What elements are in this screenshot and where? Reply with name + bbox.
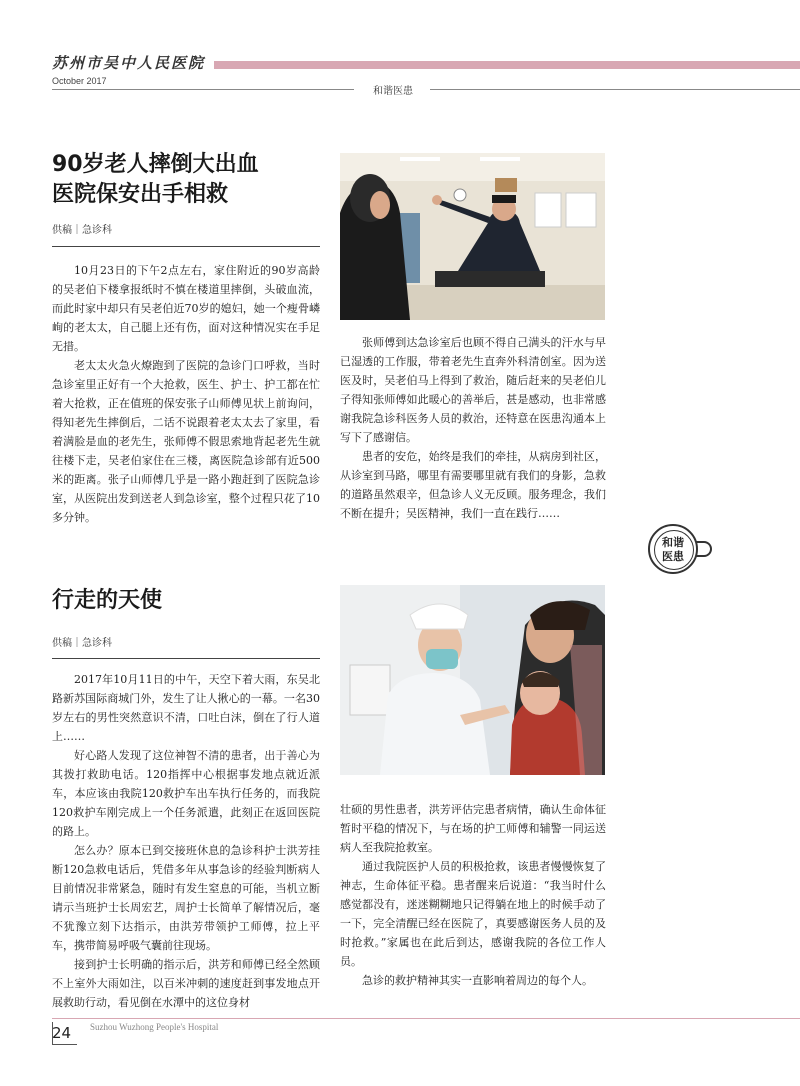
- article1-photo: [340, 153, 605, 320]
- article2-right-column: [340, 800, 606, 990]
- article2-paragraph: 壮硕的男性患者，洪芳评估完患者病情，确认生命体征暂时平稳的情况下，与在场的护工师傅和辅警一同运送病人至我院抢救室。: [340, 803, 606, 854]
- article2-paragraph: 通过我院医护人员的积极抢救，该患者慢慢恢复了神志，生命体征平稳。患者醒来后说道：“我当时什么感觉都没有，迷迷糊糊地只记得躺在地上的时候手动了一下，完全清醒已经在医院了，真要感谢医务人员的及时抢救。”家属也在此后到达，感谢我院的各位工作人员。: [340, 860, 606, 968]
- hospital-name: 苏州市吴中人民医院: [52, 54, 206, 72]
- article2-paragraph: 急诊的救护精神其实一直影响着周边的每个人。: [362, 974, 593, 987]
- article1-byline: 供稿｜急诊科: [52, 225, 112, 236]
- footer-rule: [52, 1018, 800, 1019]
- article2-photo: [340, 585, 605, 775]
- article2-rule: [52, 658, 320, 659]
- section-label: 和谐医患: [373, 86, 413, 97]
- article1-paragraph: 老太太火急火燎跑到了医院的急诊门口呼救，当时急诊室里正好有一个大抢救，医生、护士、护工都在忙着大抢救，正在值班的保安张子山师傅见状上前询问，得知老先生摔倒后，二话不说跟着老太太去了家里，看着满脸是血的老先生，张师傅不假思索地背起老先生就往楼下走，吴老伯家住在三楼，离医院急诊部有近500米的距离。张子山师傅几乎是一路小跑赶到了医院急诊室，从医院出发到送老人到急诊室，整个过程只花了10多分钟。: [52, 359, 320, 524]
- badge-line2: 医患: [662, 550, 684, 563]
- article2-paragraph: 怎么办？原本已到交接班休息的急诊科护士洪芳挂断120急救电话后，凭借多年从事急诊的经验判断病人目前情况非常紧急，随时有发生窒息的可能，当机立断请示当班护士长周宏艺，周护士长简单了解情况后，毫不犹豫立刻下达指示，由洪芳带领护工师傅，拉上平车，携带简易呼吸气囊前往现场。: [52, 844, 320, 952]
- article2-paragraph: 2017年10月11日的中午，天空下着大雨，东吴北路新苏国际商城门外，发生了让人揪心的一幕。一名30岁左右的男性突然意识不清，口吐白沫，倒在了行人道上……: [52, 673, 320, 743]
- page-number: 24: [52, 1024, 72, 1042]
- article2-left-column: [52, 670, 320, 1012]
- article1-paragraph: 10月23日的下午2点左右，家住附近的90岁高龄的吴老伯下楼拿报纸时不慎在楼道里摔倒，头破血流，而此时家中却只有吴老伯近70岁的媳妇，她一个瘦骨嶙峋的老太太，自己腿上还有伤，面对这种情况实在手足无措。: [52, 264, 320, 353]
- article1-title-line2: 医院保安出手相救: [52, 182, 229, 207]
- footer-hospital-name: Suzhou Wuzhong People's Hospital: [90, 1022, 219, 1032]
- article1-rule: [52, 246, 320, 247]
- section-badge: [648, 524, 698, 574]
- article2-paragraph: 好心路人发现了这位神智不清的患者，出于善心为其拨打救助电话。120指挥中心根据事发地点就近派车，本应该由我院120救护车出车执行任务的，而我院120救护车刚完成上一个任务派遣，此刻正在返回医院的路上。: [52, 749, 320, 838]
- article1-right-column: [340, 333, 606, 523]
- article1-title-line1: 90岁老人摔倒大出血: [52, 152, 259, 177]
- header-accent-band: [214, 61, 800, 69]
- header-rule-right: [430, 89, 800, 90]
- article1-paragraph: 患者的安危，始终是我们的牵挂，从病房到社区，从诊室到马路，哪里有需要哪里就有我们的身影，急救的道路虽然艰辛，但急诊人义无反顾。服务理念，我们不断在提升；吴医精神，我们一直在践行……: [340, 450, 606, 520]
- article2-byline: 供稿｜急诊科: [52, 638, 112, 649]
- article2-title: 行走的天使: [52, 588, 163, 613]
- badge-text: [650, 536, 696, 564]
- article2-paragraph: 接到护士长明确的指示后，洪芳和师傅已经全然顾不上室外大雨如注，以百米冲刺的速度赶到事发地点开展救助行动，看见倒在水潭中的这位身材: [52, 958, 320, 1009]
- article1-paragraph: 张师傅到达急诊室后也顾不得自己满头的汗水与早已湿透的工作服，带着老先生直奔外科清创室。因为送医及时，吴老伯马上得到了救治，随后赶来的吴老伯儿子得知张师傅如此暖心的善举后，甚是感动，也非常感谢我院急诊科医务人员的救治，还特意在医患沟通本上写下了感谢信。: [340, 336, 606, 444]
- issue-date: October 2017: [52, 76, 107, 86]
- article1-left-column: [52, 261, 320, 527]
- badge-line1: 和谐: [662, 536, 684, 549]
- article1-title: [52, 150, 332, 210]
- header-rule-left: [52, 89, 354, 90]
